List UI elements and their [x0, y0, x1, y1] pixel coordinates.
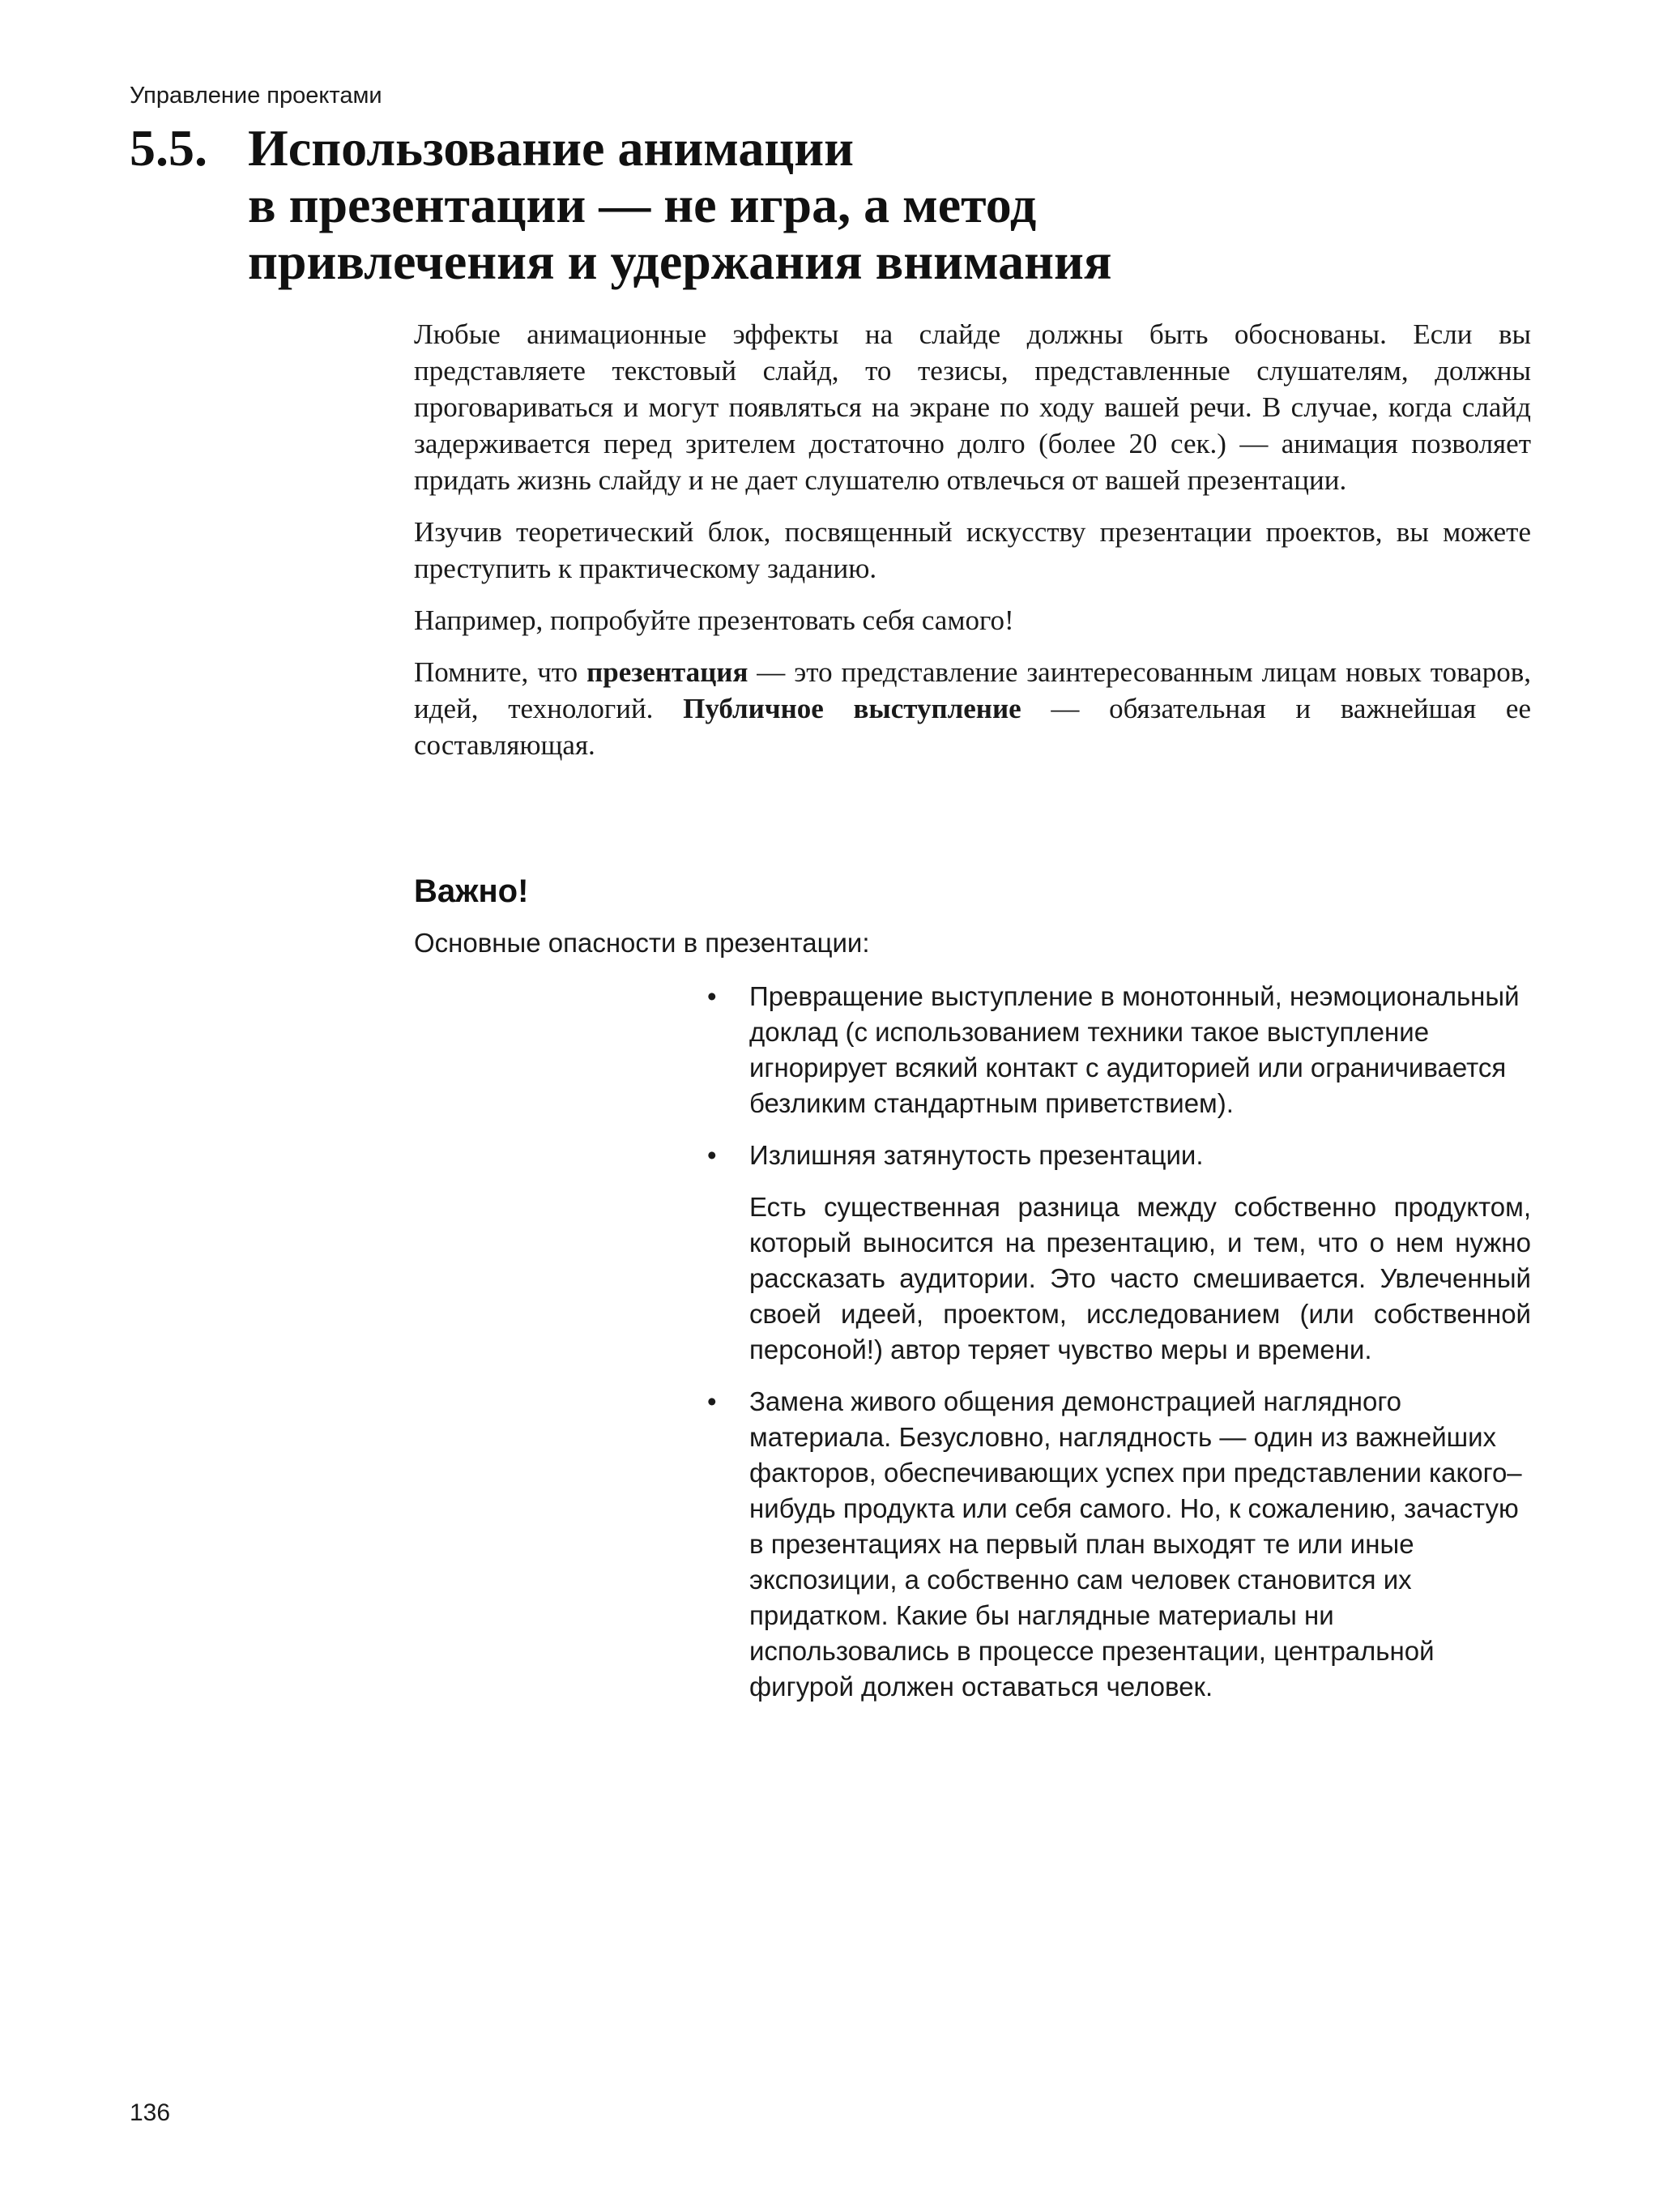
paragraph: Изучив теоретический блок, посвященный искусству презентации проектов, вы можете преступить к практическому заданию. — [414, 516, 1531, 584]
important-intro: Основные опасности в презентации: — [414, 928, 870, 958]
list-item-text: Излишняя затянутость презентации. — [749, 1140, 1204, 1170]
term-presentation: презентация — [586, 656, 748, 688]
paragraph: Например, попробуйте презентовать себя самого! — [414, 604, 1014, 636]
body-text — [414, 316, 1531, 779]
page-number: 136 — [130, 2099, 171, 2126]
list-item — [707, 979, 1531, 1121]
bullet-icon: • — [707, 1386, 717, 1416]
dangers-list — [707, 979, 1531, 1721]
list-item-text: Превращение выступление в монотонный, неэмоциональный доклад (с использованием техники такое выступление игнорирует всякий контакт с аудиторией или ограничивается безликим стандартным приветствием). — [749, 981, 1520, 1118]
paragraph-text: — это представление заинтересованным лицам новых товаров, идей, технологий. — [414, 656, 1531, 724]
list-item-paragraph: Есть существенная разница между собственно продуктом, который выносится на презентацию, и тем, что о нем нужно рассказать аудитории. Это часто смешивается. Увлеченный своей идеей, проектом, исследованием (или собственной персоной!) автор теряет чувство меры и времени. — [749, 1192, 1531, 1364]
paragraph-text: — обязательная и важнейшая ее составляющая. — [414, 693, 1531, 761]
running-header: Управление проектами — [130, 83, 382, 109]
list-item-text: Замена живого общения демонстрацией наглядного материала. Безусловно, наглядность — один из важнейших факторов, обеспечивающих успех при представлении какого–нибудь продукта или себя самого. Но, к сожалению, зачастую в презентациях на первый план выходят те или иные экспозиции, а собственно сам человек становится их придатком. Какие бы наглядные материалы ни использовались в процессе презентации, центральной фигурой должен оставаться человек. — [749, 1386, 1522, 1702]
list-item — [707, 1384, 1531, 1705]
section-title-line: привлечения и удержания внимания — [248, 233, 1112, 290]
important-heading: Важно! — [414, 873, 529, 909]
paragraph-definitions — [414, 654, 1531, 763]
section-title-line: в презентации — не игра, а метод — [248, 176, 1037, 233]
paragraph: Любые анимационные эффекты на слайде должны быть обоснованы. Если вы представляете текстовый слайд, то тезисы, представленные слушателям, должны проговариваться и могут появляться на экране по ходу вашей речи. В случае, когда слайд задерживается перед зрителем достаточно долго (более 20 сек.) — анимация позволяет придать жизнь слайду и не дает слушателю отвлечься от вашей презентации. — [414, 318, 1531, 496]
term-public-speech: Публичное выступление — [683, 693, 1021, 724]
section-title-line: Использование анимации — [248, 119, 854, 177]
bullet-icon: • — [707, 1140, 717, 1170]
section-number: 5.5. — [130, 119, 207, 177]
list-item — [707, 1138, 1531, 1368]
bullet-icon: • — [707, 981, 717, 1011]
paragraph-text: Помните, что — [414, 656, 587, 688]
